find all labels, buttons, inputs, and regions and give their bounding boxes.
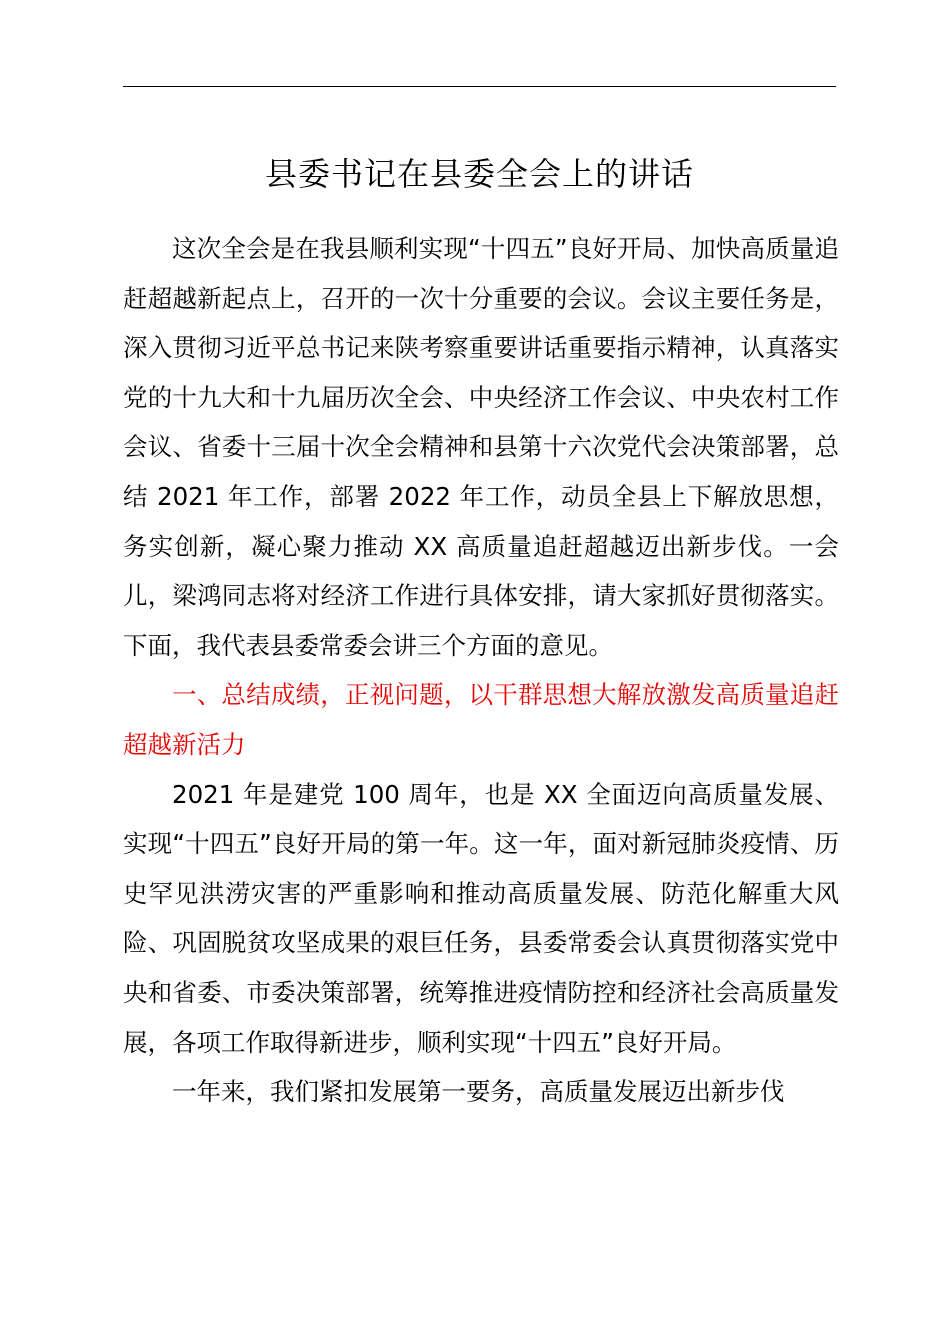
section-paragraph-2: 一年来，我们紧扣发展第一要务，高质量发展迈出新步伐 [172,1077,785,1107]
header-rule [123,86,836,87]
document-title: 县委书记在县委全会上的讲话 [264,155,694,193]
section-heading: 一、总结成绩，正视问题，以干群思想大解放激发高质量追赶超越新活力 [123,680,839,759]
section-paragraph-1: 2021 年是建党 100 周年，也是 XX 全面迈向高质量发展、实现“十四五”良好开局的第一年。这一年，面对新冠肺炎疫情、历史罕见洪涝灾害的严重影响和推动高质量发展、防范化解重大风险、巩固脱贫攻坚成果的艰巨任务，县委常委会认真贯彻落实党中央和省委、市委决策部署，统筹推进疫情防控和经济社会高质量发展，各项工作取得新进步，顺利实现“十四五”良好开局。 [123,779,839,1057]
document-body [123,224,839,1117]
intro-paragraph: 这次全会是在我县顺利实现“十四五”良好开局、加快高质量追赶超越新起点上，召开的一次十分重要的会议。会议主要任务是，深入贯彻习近平总书记来陕考察重要讲话重要指示精神，认真落实党的十九大和十九届历次全会、中央经济工作会议、中央农村工作会议、省委十三届十次全会精神和县第十六次党代会决策部署，总结 2021 年工作，部署 2022 年工作，动员全县上下解放思想，务实创新，凝心聚力推动 XX 高质量追赶超越迈出新步伐。一会儿，梁鸿同志将对经济工作进行具体安排，请大家抓好贯彻落实。下面，我代表县委常委会讲三个方面的意见。 [123,234,839,660]
